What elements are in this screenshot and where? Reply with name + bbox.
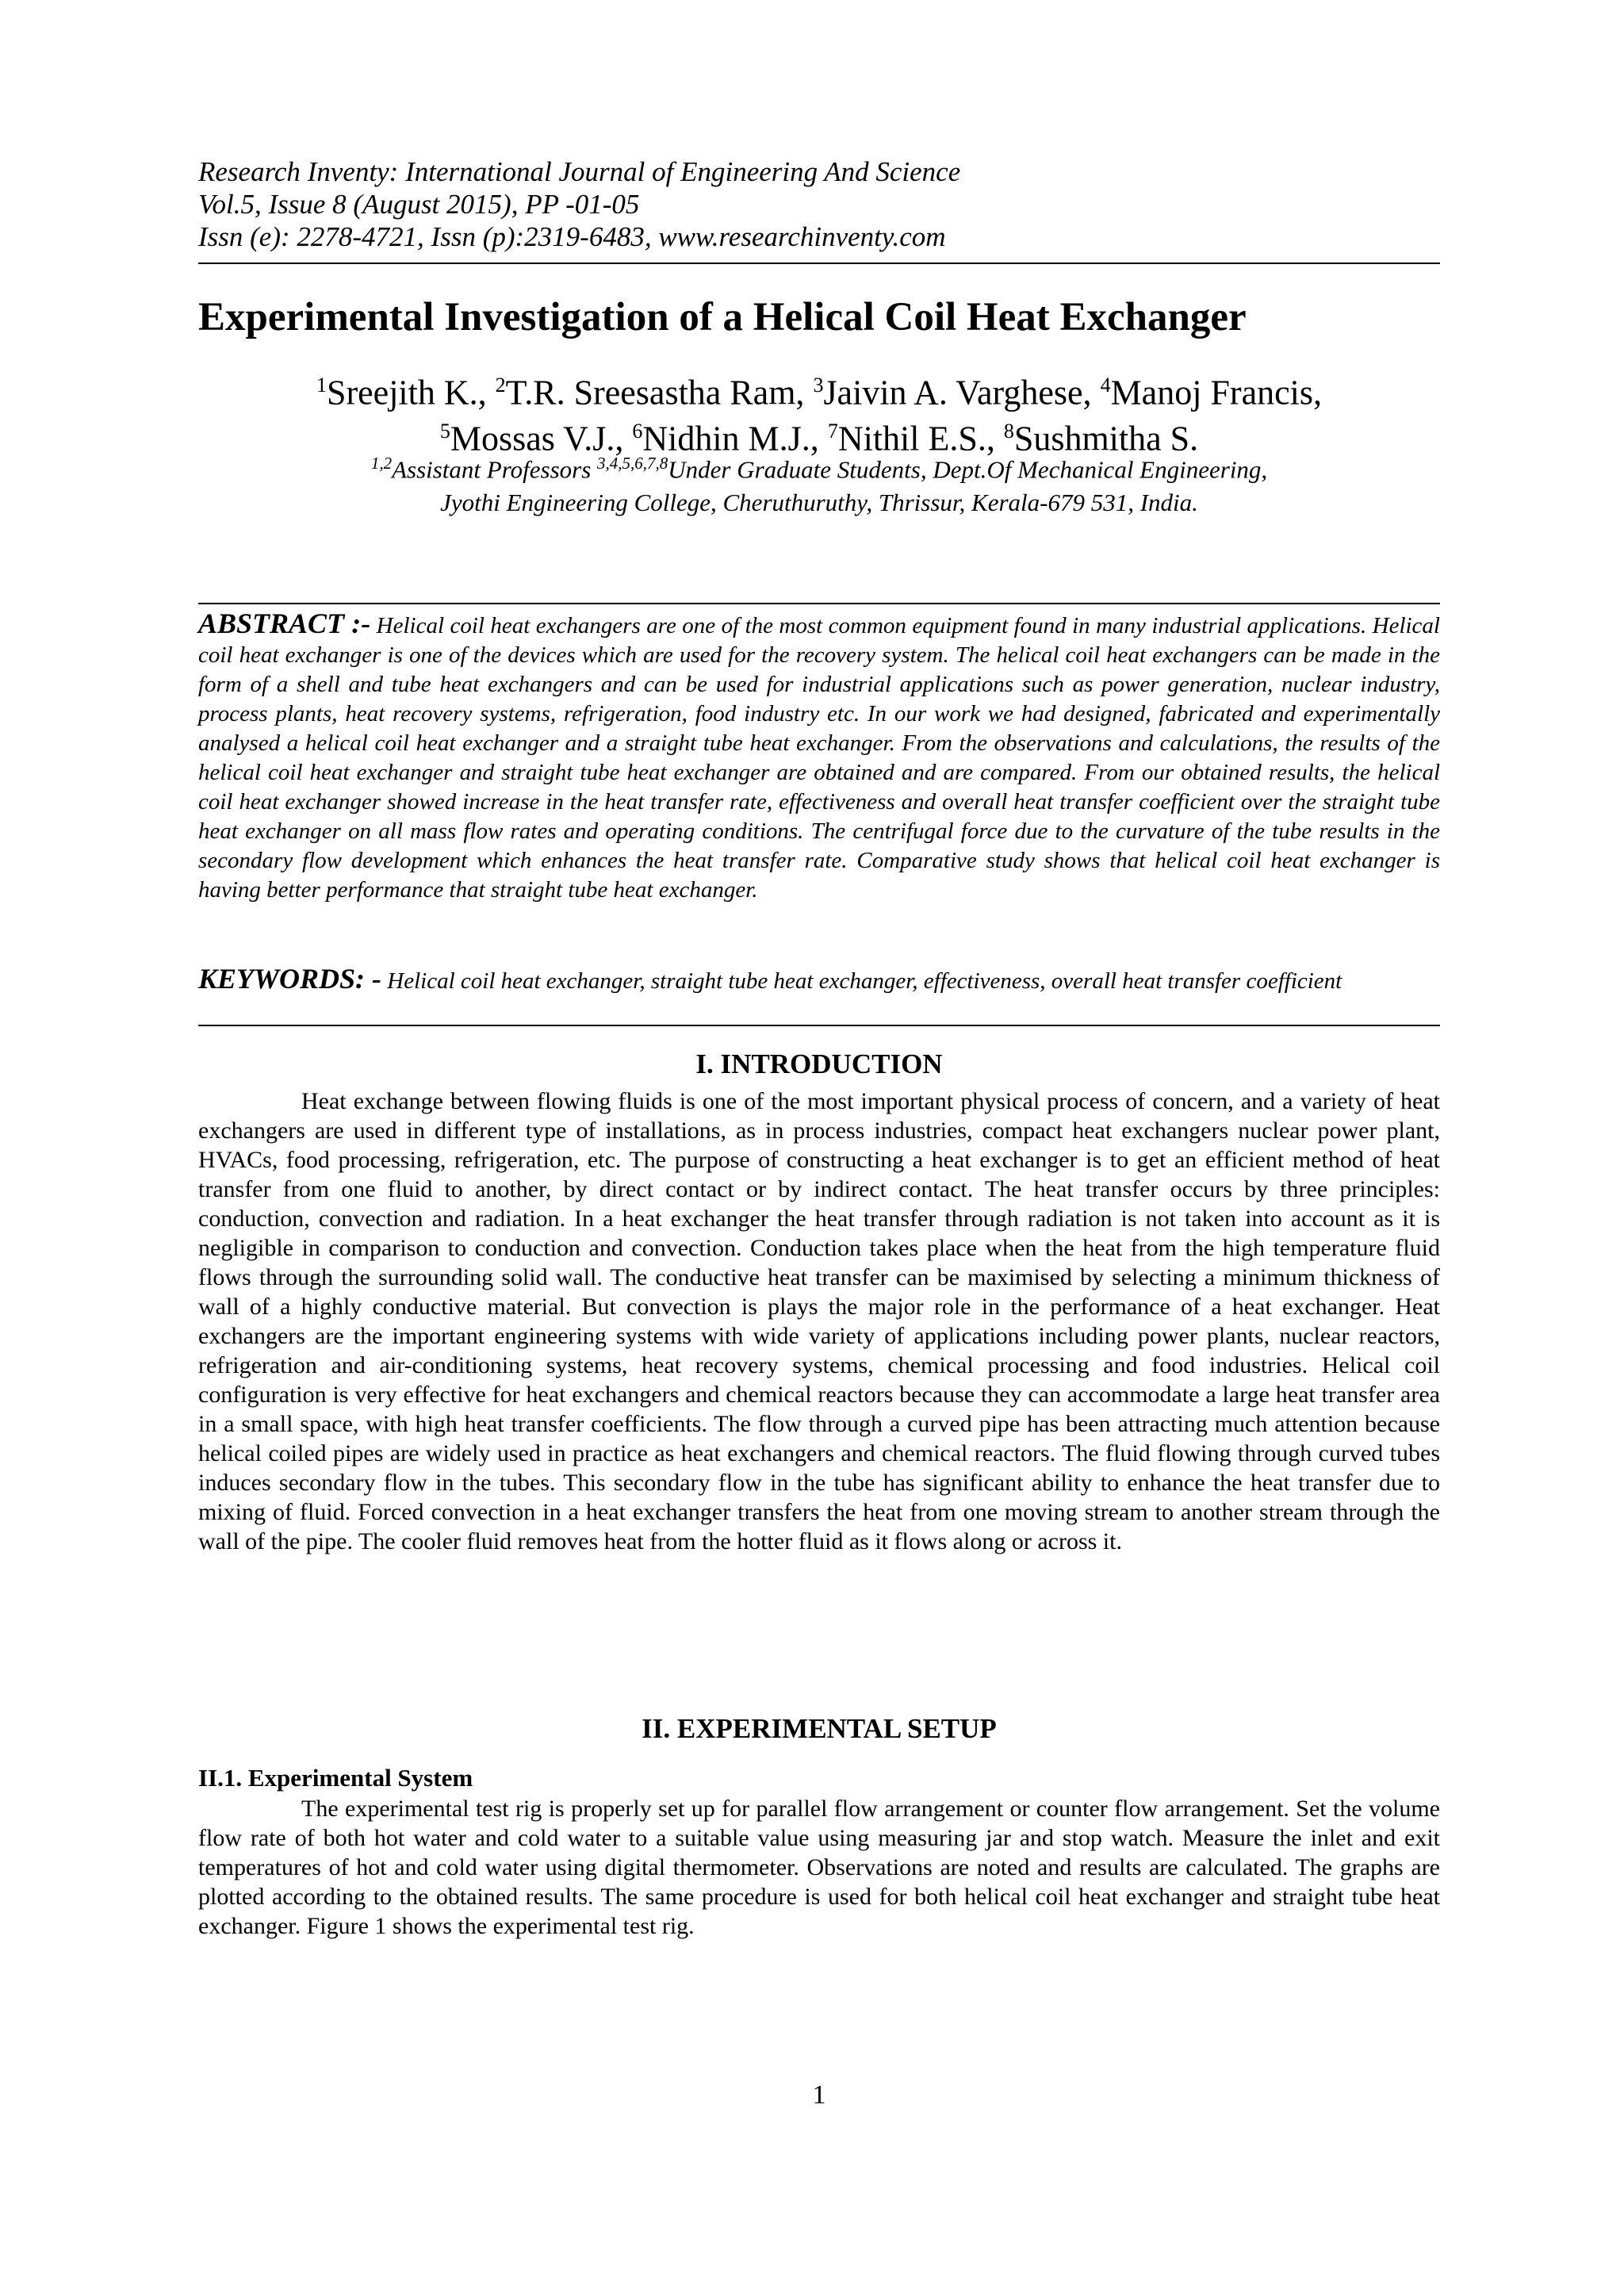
abstract-text: Helical coil heat exchangers are one of the most common equipment found in many industrial applications. Helical coil heat exchanger is one of the devices which are used for the recovery system. The helical coil heat exchangers can be made in the form of a shell and tube heat exchangers and can be used for industrial applications such as power generation, nuclear industry, process plants, heat recovery systems, refrigeration, food industry etc. In our work we had designed, fabricated and experimentally analysed a helical coil heat exchanger and a straight tube heat exchanger. From the observations and calculations, the results of the helical coil heat exchanger and straight tube heat exchanger are obtained and are compared. From our obtained results, the helical coil heat exchanger showed increase in the heat transfer rate, effectiveness and overall heat transfer coefficient over the straight tube heat exchanger on all mass flow rates and operating conditions. The centrifugal force due to the curvature of the tube results in the secondary flow development which enhances the heat transfer rate. Comparative study shows that helical coil heat exchanger is having better performance that straight tube heat exchanger.	[198, 613, 1440, 903]
affiliation-role: Assistant Professors	[392, 455, 598, 484]
author-name: Nithil E.S.,	[837, 419, 1004, 458]
affiliation-line-1	[198, 447, 1440, 486]
header-rule	[198, 263, 1440, 264]
author-name: T.R. Sreesastha Ram,	[505, 373, 814, 412]
author-name: Manoj Francis,	[1110, 373, 1322, 412]
abstract-rule	[198, 603, 1440, 604]
abstract	[198, 609, 1440, 905]
author-sup: 7	[827, 419, 838, 443]
journal-name: Research Inventy: International Journal of Engineering And Science	[198, 156, 961, 187]
author-sup: 3	[813, 374, 824, 397]
author-sup: 8	[1003, 419, 1014, 443]
author-sup: 5	[439, 419, 450, 443]
author-line-1	[198, 366, 1440, 412]
author-name: Nidhin M.J.,	[642, 419, 828, 458]
journal-issn: Issn (e): 2278-4721, Issn (p):2319-6483, www.researchinventy.com	[198, 221, 946, 252]
author-name: Sreejith K.,	[327, 373, 496, 412]
section-heading-experimental-setup: II. EXPERIMENTAL SETUP	[642, 1713, 997, 1744]
affiliation-sup: 3,4,5,6,7,8	[597, 454, 668, 473]
abstract-label: ABSTRACT :-	[198, 608, 371, 639]
affiliation-sup: 1,2	[370, 454, 393, 473]
introduction-text: Heat exchange between flowing fluids is one of the most important physical process of concern, and a variety of heat exchangers are used in different type of installations, as in process industries, compact heat exchangers nuclear power plant, HVACs, food processing, refrigeration, etc. The purpose of constructing a heat exchanger is to get an efficient method of heat transfer from one fluid to another, by direct contact or by indirect contact. The heat transfer occurs by three principles: conduction, convection and radiation. In a heat exchanger the heat transfer through radiation is not taken into account as it is negligible in comparison to conduction and convection. Conduction takes place when the heat from the high temperature fluid flows through the surrounding solid wall. The conductive heat transfer can be maximised by selecting a minimum thickness of wall of a highly conductive material. But convection is plays the major role in the performance of a heat exchanger. Heat exchangers are the important engineering systems with wide variety of applications including power plants, nuclear reactors, refrigeration and air-conditioning systems, heat recovery systems, chemical processing and food industries. Helical coil configuration is very effective for heat exchangers and chemical reactors because they can accommodate a large heat transfer area in a small space, with high heat transfer coefficients. The flow through a curved pipe has been attracting much attention because helical coiled pipes are widely used in practice as heat exchangers and chemical reactors. The fluid flowing through curved tubes induces secondary flow in the tubes. This secondary flow in the tube has significant ability to enhance the heat transfer due to mixing of fluid. Forced convection in a heat exchanger transfers the heat from one moving stream to another stream through the wall of the pipe. The cooler fluid removes heat from the hotter fluid as it flows along or across it.	[198, 1088, 1440, 1554]
keywords	[198, 963, 1440, 995]
affiliation-line-2: Jyothi Engineering College, Cheruthuruthy, Thrissur, Kerala-679 531, India.	[440, 489, 1198, 517]
experimental-setup-text: The experimental test rig is properly set up for parallel flow arrangement or counter flow arrangement. Set the volume flow rate of both hot water and cold water to a suitable value using measuring jar and stop watch. Measure the inlet and exit temperatures of hot and cold water using digital thermometer. Observations are noted and results are calculated. The graphs are plotted according to the obtained results. The same procedure is used for both helical coil heat exchanger and straight tube heat exchanger. Figure 1 shows the experimental test rig.	[198, 1796, 1440, 1939]
page-number: 1	[812, 2080, 826, 2110]
section-heading-introduction: I. INTRODUCTION	[695, 1048, 943, 1079]
author-name: Sushmitha S.	[1013, 419, 1199, 458]
keywords-text: Helical coil heat exchanger, straight tube heat exchanger, effectiveness, overall heat transfer coefficient	[387, 968, 1342, 994]
affiliation-dept: Under Graduate Students, Dept.Of Mechanical Engineering,	[668, 455, 1268, 484]
author-name: Jaivin A. Varghese,	[823, 373, 1101, 412]
author-sup: 6	[632, 419, 643, 443]
author-sup: 1	[316, 374, 327, 397]
author-list	[198, 366, 1440, 458]
paper-title: Experimental Investigation of a Helical Coil Heat Exchanger	[198, 295, 1247, 339]
subsection-heading: II.1. Experimental System	[198, 1764, 473, 1792]
keywords-label: KEYWORDS: -	[198, 963, 382, 995]
author-name: Mossas V.J.,	[450, 419, 633, 458]
journal-volume: Vol.5, Issue 8 (August 2015), PP -01-05	[198, 189, 640, 220]
keywords-rule	[198, 1025, 1440, 1026]
affiliation	[198, 447, 1440, 519]
author-sup: 2	[495, 374, 506, 397]
journal-header	[198, 155, 1440, 253]
author-sup: 4	[1100, 374, 1111, 397]
